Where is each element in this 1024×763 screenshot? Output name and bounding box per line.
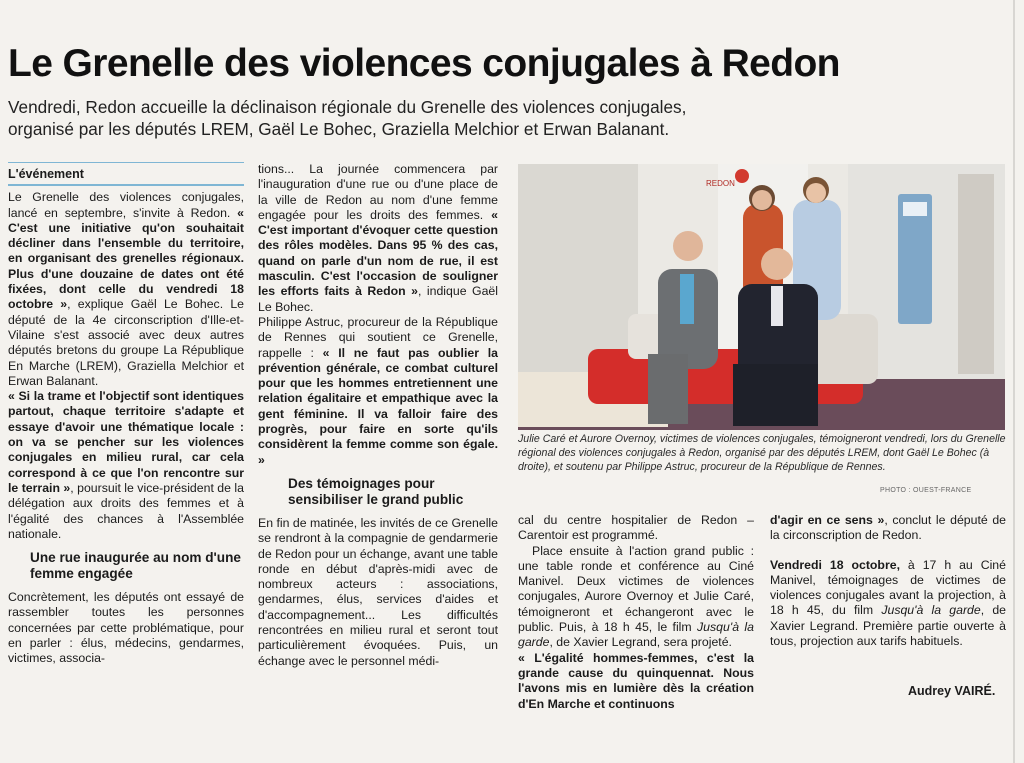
col1-p1-text: Le Grenelle des violences conjugales, lancé en septembre, s'invite à Redon. [8,190,244,220]
col2-p2-quote: « Il ne faut pas oublier la prévention générale, ce combat culturel pour que les hommes entretiennent une relation égalitaire et empathique avec la gent féminine. Il va falloir faire des progrès, pour faire en sorte qu'ils considèrent la femme comme son égale. » [258,345,498,467]
author-signature: Audrey VAIRÉ. [908,684,996,698]
col4-p1-quote: d'agir en ce sens » [770,513,885,527]
col4-event-date: Vendredi 18 octobre, [770,557,900,572]
page-edge-rule [1013,0,1015,763]
col2-p1-quote: « C'est important d'évoquer cette question des rôles modèles. Dans 95 % des cas, quand on parle d'un nom de rue, il est masculin. C'est l'occasion de souligner les efforts faits à Redon » [258,207,498,299]
col4-paragraph-1 [770,513,1006,544]
col1-p1-text-end: , explique Gaël Le Bohec. Le député de la 4e circonscription d'Ille-et-Vilaine s'est associé avec deux autres députés bretons du groupe La République En Marche (LREM), Graziella Melchior et Erwan Balanant. [8,297,244,388]
rubric-top-rule [8,162,244,163]
article-title: Le Grenelle des violences conjugales à Redon [8,42,840,85]
article-column-1 [8,162,244,667]
col1-paragraph-1 [8,190,244,389]
article-column-3 [518,513,754,712]
col2-p1-text: tions... La journée commencera par l'inauguration d'une rue ou d'une place de la ville de Redon au nom d'une femme engagée pour les droits des femmes. [258,162,498,222]
col1-paragraph-2 [8,389,244,542]
col3-paragraph-1: cal du centre hospitalier de Redon – Carentoir est programmé. [518,513,754,543]
standfirst-line-2: organisé par les députés LREM, Gaël Le Bohec, Graziella Melchior et Erwan Balanant. [8,119,670,139]
col1-p2-text: , poursuit le vice-président de la délégation aux droits des femmes et à l'égalité des chances à l'Assemblée nationale. [8,480,244,541]
subhead-rue-inauguree: Une rue inaugurée au nom d'une femme engagée [30,550,241,582]
article-column-2 [258,162,498,669]
col4-p2-text-end: , de Xavier Legrand. Première partie ouverte à tous, projection aux tarifs habituels. [770,603,1006,649]
col3-paragraph-3: « L'égalité hommes-femmes, c'est la grande cause du quinquennat. Nous l'avons mis en lumière dès la création d'En Marche et continuons [518,650,754,711]
article-standfirst [8,96,1008,140]
article-column-4 [770,513,1006,649]
col3-paragraph-2 [518,544,754,651]
col1-p2-quote: « Si la trame et l'objectif sont identiques partout, chaque territoire s'adapte et essaye d'avoir une thématique locale : on va se pencher sur les violences conjugales en milieu rural, car cela correspond à ce que l'on rencontre sur le terrain » [8,389,244,495]
col2-paragraph-2 [258,315,498,468]
photo-caption: Julie Caré et Aurore Overnoy, victimes de violences conjugales, témoigneront vendredi, lors du Grenelle régional des violences conjugales à Redon, organisé par des députés LREM, dont Gaël Le Bohec (à droite), et soutenu par Philippe Astruc, procureur de la République de Rennes. [518,433,1006,473]
photo-wall-text: REDON [706,179,735,188]
col3-p2-text-end: , de Xavier Legrand, sera projeté. [549,635,732,650]
col4-film-title: Jusqu'à la garde [881,603,981,618]
subhead-temoignages: Des témoignages pour sensibiliser le grand public [288,475,464,507]
col3-film-title: Jusqu'à la garde [518,620,754,650]
col4-p2-text: à 17 h au Ciné Manivel, témoignages de victimes de violences conjugales avant la projection, à 18 h 45, du film [770,557,1006,618]
col1-paragraph-3: Concrètement, les députés ont essayé de rassembler toutes les personnes concernées par cette problématique, pour en parler : élus, médecins, gendarmes, victimes, associa- [8,590,244,666]
col2-paragraph-1 [258,162,498,315]
article-photo [518,164,1005,430]
col2-paragraph-3: En fin de matinée, les invités de ce Grenelle se rendront à la compagnie de gendarmerie de Redon pour un échange, avant une table ronde en début d'après-midi avec de nombreux acteurs : associations, gendarmes, élus, services d'aides et d'accompagnement... Les difficultés rencontrées en milieu rural et seront tout particulièrement évoquées. Puis, un échange avec le personnel médi- [258,515,498,668]
standfirst-line-1: Vendredi, Redon accueille la déclinaison régionale du Grenelle des violences conjugales, [8,97,687,117]
col3-p2-text: Place ensuite à l'action grand public : une table ronde et conférence au Ciné Manivel. Deux victimes de violences conjugales, Aurore Overnoy et Julie Caré, témoigneront et échangeront avec le public. Puis, à 18 h 45, le film [518,543,754,635]
col2-p1-text-end: , indique Gaël Le Bohec. [258,284,498,314]
photo-illustration [518,164,1005,430]
col4-paragraph-2 [770,558,1006,650]
rubric-label: L'événement [8,167,244,186]
photo-credit: PHOTO : OUEST-FRANCE [880,487,972,494]
col1-p1-quote: « C'est une initiative qu'on souhaitait décliner dans l'ensemble du territoire, en organisant des grenelles régionaux. Plus d'une douzaine de dates ont été fixées, dont celle du vendredi 18 octobre » [8,205,244,312]
col4-p1-text: , conclut le député de la circonscription de Redon. [770,513,1006,543]
col2-p2-text: Philippe Astruc, procureur de la République de Rennes qui soutient ce Grenelle, rappelle : [258,314,498,360]
